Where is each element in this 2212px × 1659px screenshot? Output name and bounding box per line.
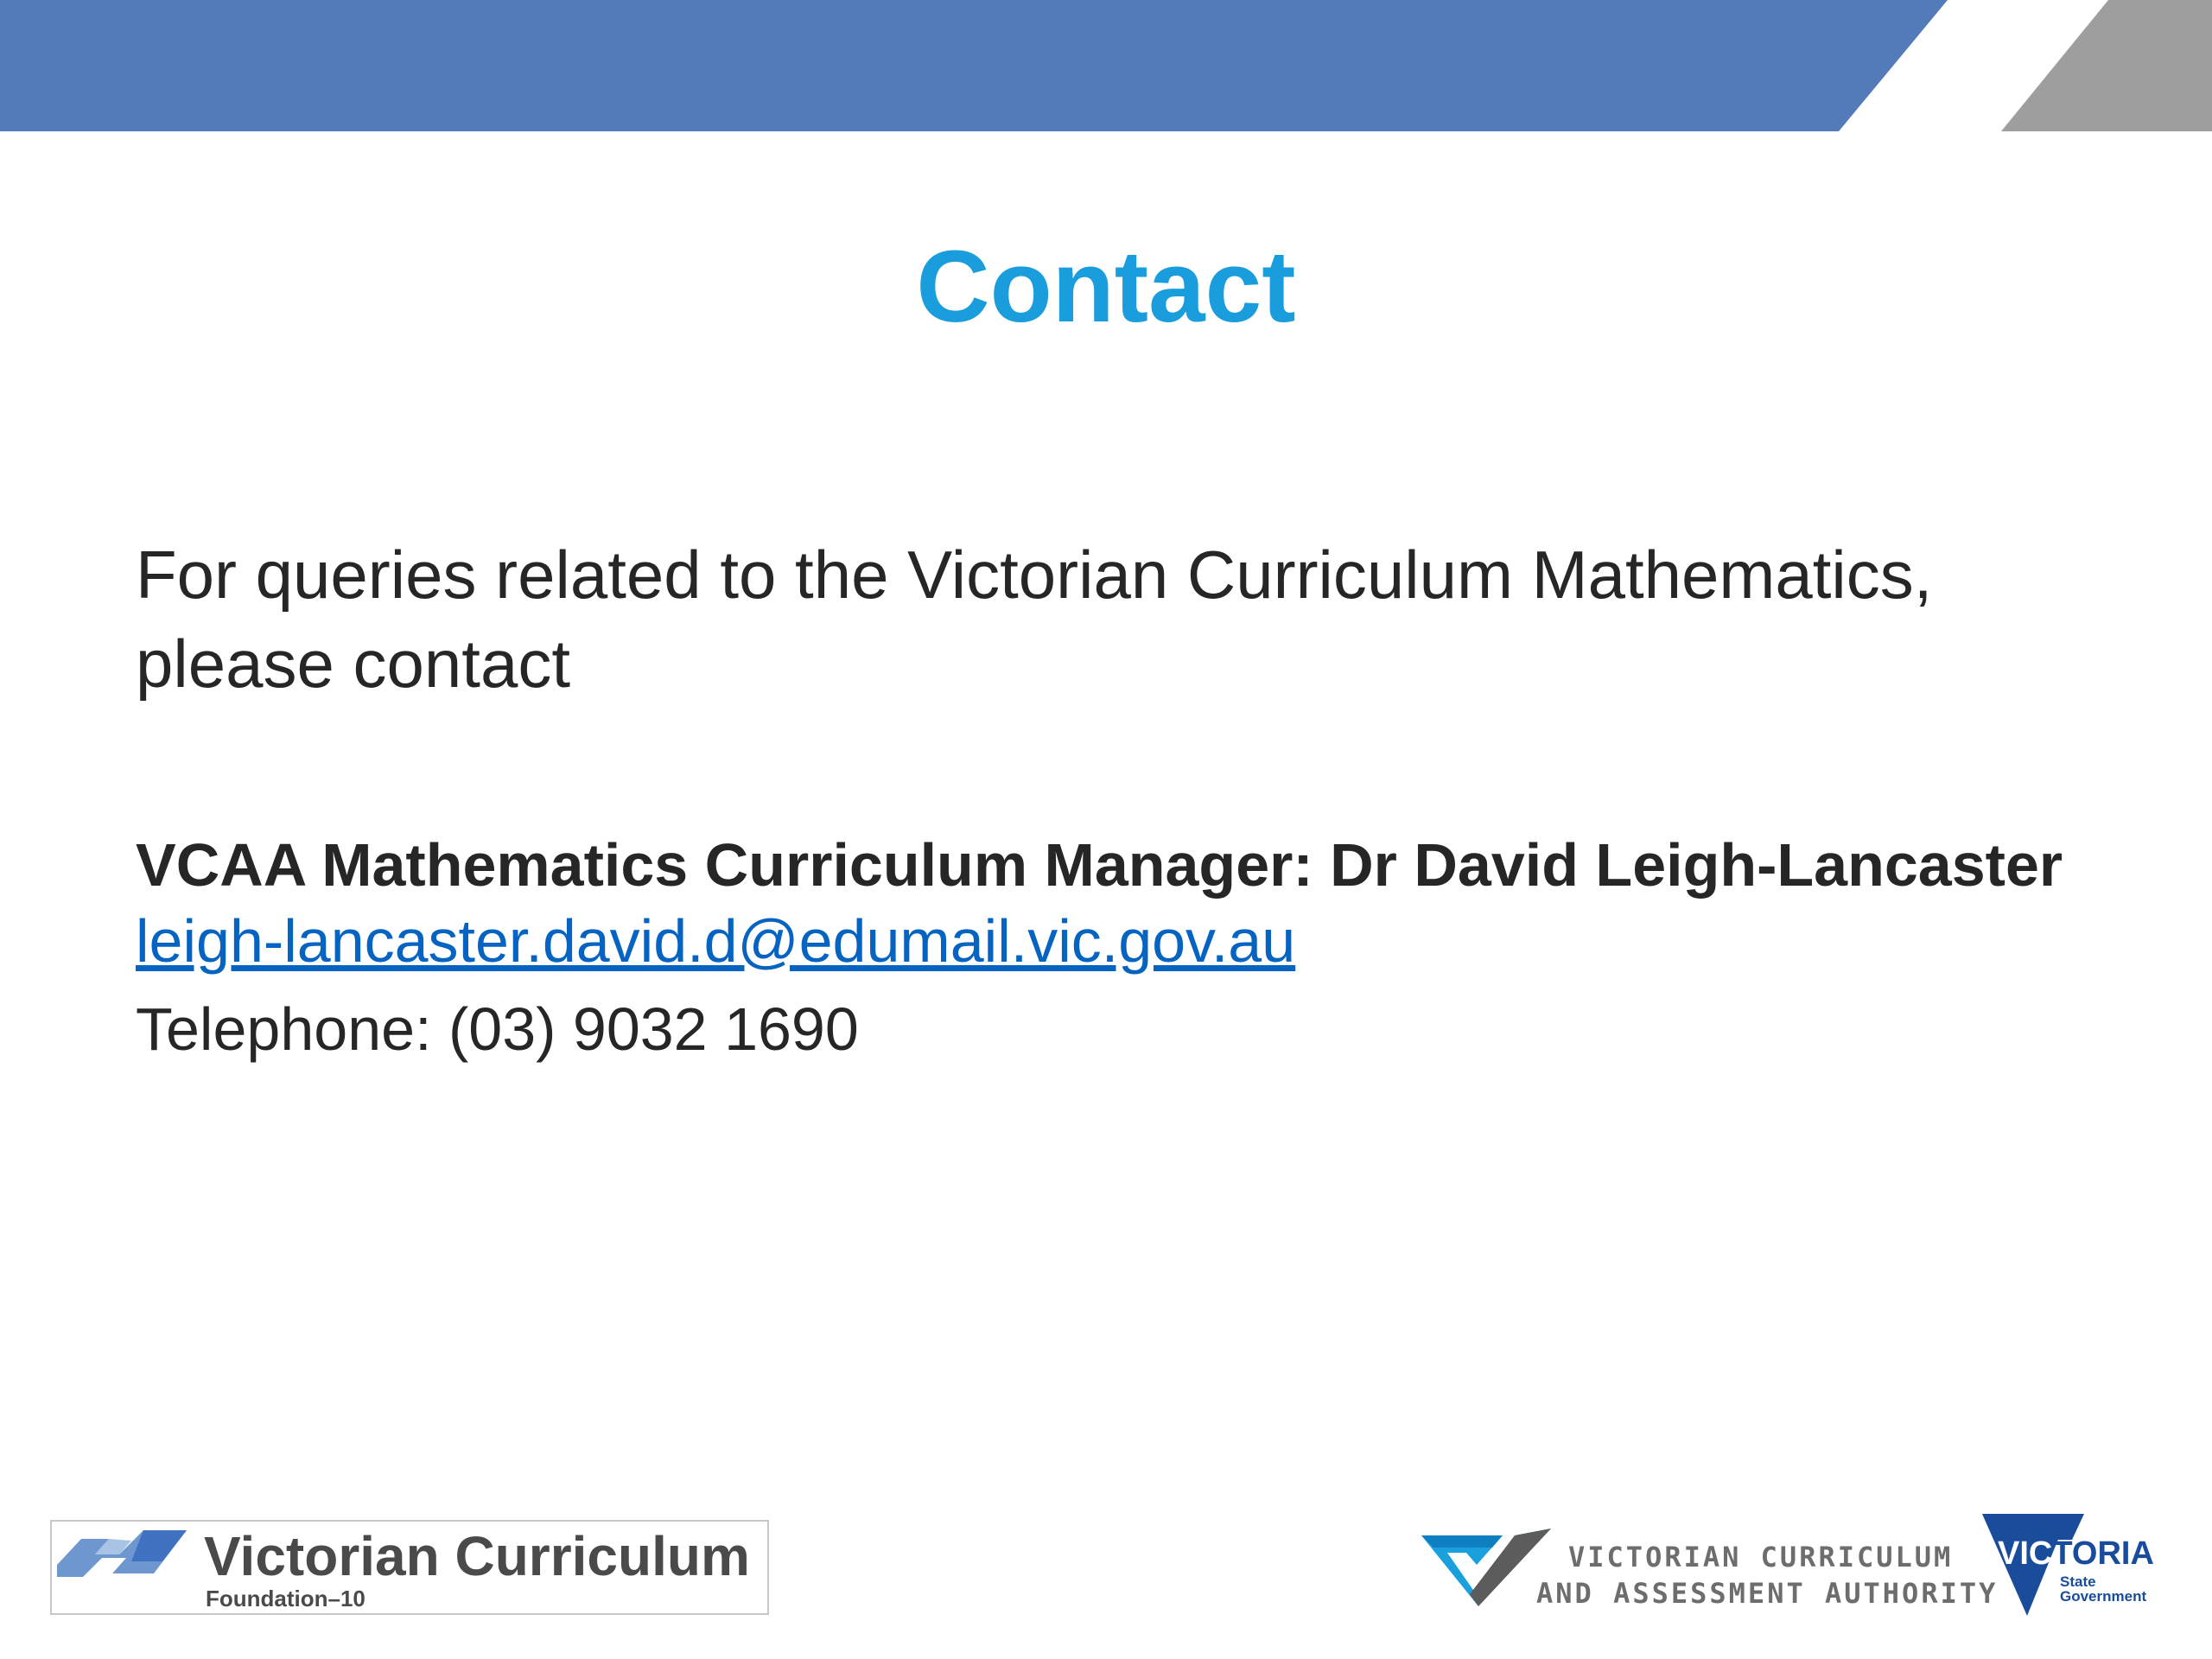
victoria-government-label: Government bbox=[2060, 1588, 2147, 1605]
vcaa-logo bbox=[1421, 1516, 1999, 1611]
vcaa-logo-line1: VICTORIAN CURRICULUM bbox=[1568, 1541, 1954, 1573]
victorian-curriculum-logo bbox=[50, 1520, 769, 1615]
victoria-wordmark-head: VIC bbox=[1998, 1535, 2053, 1572]
vc-logo-title: Victorian Curriculum bbox=[204, 1525, 750, 1587]
victoria-state-government-logo bbox=[1982, 1514, 2172, 1618]
victoria-wordmark-tail: TORIA bbox=[2052, 1535, 2154, 1572]
victoria-state-label: State bbox=[2060, 1573, 2096, 1590]
victorian-curriculum-mark-icon bbox=[57, 1530, 195, 1584]
top-color-band bbox=[0, 0, 2212, 131]
intro-text: For queries related to the Victorian Curriculum Mathematics, please contact bbox=[136, 537, 1933, 702]
vcaa-logo-line2: AND ASSESSMENT AUTHORITY bbox=[1536, 1577, 1999, 1610]
contact-name-line: VCAA Mathematics Curriculum Manager: Dr David Leigh-Lancaster bbox=[136, 831, 2063, 899]
contact-email-link[interactable]: leigh-lancaster.david.d@edumail.vic.gov.au bbox=[136, 907, 1296, 975]
band-blue-shape bbox=[0, 0, 1948, 131]
band-grey-shape bbox=[2001, 0, 2212, 131]
vc-logo-subtitle: Foundation–10 bbox=[206, 1586, 365, 1611]
contact-phone-line: Telephone: (03) 9032 1690 bbox=[136, 995, 859, 1063]
victoria-wordmark bbox=[1998, 1536, 2154, 1571]
slide-title: Contact bbox=[916, 230, 1296, 344]
